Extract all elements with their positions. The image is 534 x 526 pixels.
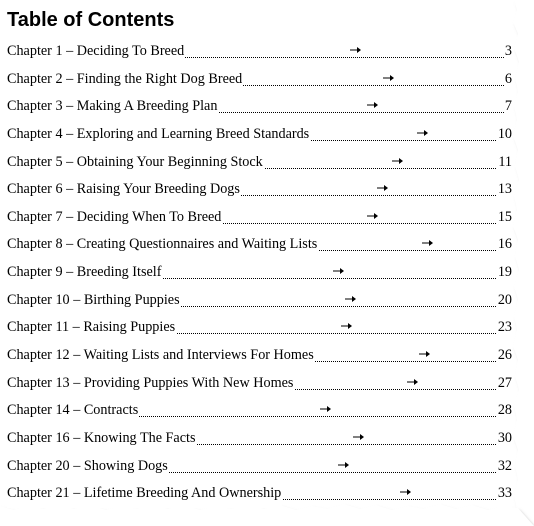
chapter-separator: – [62,264,77,281]
chapter-separator: – [62,181,77,198]
toc-entry[interactable] [7,93,512,121]
toc-entry[interactable] [7,121,512,149]
page-number: 15 [497,204,512,232]
toc-entry[interactable] [7,149,512,177]
chapter-separator: – [62,125,77,142]
tab-arrow-icon [350,45,362,55]
page-number: 6 [504,66,512,94]
chapter-number: Chapter 13 [7,374,70,391]
toc-entry[interactable] [7,259,512,287]
chapter-separator: – [62,98,77,115]
tab-arrow-icon [417,128,429,138]
tab-arrow-icon [367,211,379,221]
chapter-number: Chapter 8 [7,236,63,253]
page-number: 7 [504,93,512,121]
chapter-separator: – [69,319,84,336]
chapter-title: Knowing The Facts [83,429,196,446]
page-number: 16 [497,231,512,259]
chapter-separator: – [69,402,84,419]
tab-arrow-icon [338,460,350,470]
toc-entry-title [7,204,222,232]
chapter-title: Deciding When To Breed [76,208,222,225]
tab-arrow-icon [419,349,431,359]
toc-entry-title [7,149,264,177]
chapter-title: Creating Questionnaires and Waiting Lists [76,236,318,253]
page-number: 11 [497,149,512,177]
page-number: 19 [497,259,512,287]
toc-entry-title [7,453,169,481]
page-number: 33 [497,480,512,508]
chapter-number: Chapter 16 [7,429,70,446]
chapter-separator: – [62,43,77,59]
tab-arrow-icon [341,321,353,331]
chapter-title: Waiting Lists and Interviews For Homes [83,347,314,364]
toc-entry-title [7,66,243,94]
tab-arrow-icon [333,266,345,276]
chapter-title: Raising Your Breeding Dogs [76,181,240,198]
chapter-number: Chapter 9 [7,264,63,281]
page-number: 32 [497,453,512,481]
toc-entry-title [7,231,318,259]
chapter-title: Finding the Right Dog Breed [76,70,243,87]
tab-arrow-icon [400,487,412,497]
toc-entry-title [7,480,282,508]
chapter-separator: – [62,153,77,170]
toc-entry[interactable] [7,204,512,232]
chapter-number: Chapter 20 [7,457,70,474]
toc-entry[interactable] [7,38,512,66]
chapter-title: Deciding To Breed [76,43,185,59]
chapter-number: Chapter 12 [7,347,70,364]
chapter-separator: – [62,208,77,225]
chapter-number: Chapter 2 [7,70,63,87]
chapter-separator: – [62,70,77,87]
toc-entry-title [7,287,181,315]
toc-heading: Table of Contents [7,9,175,31]
chapter-title: Providing Puppies With New Homes [83,374,294,391]
page-number: 23 [497,314,512,342]
toc-entry-title [7,259,162,287]
tab-arrow-icon [383,73,395,83]
page-number: 13 [497,176,512,204]
chapter-number: Chapter 4 [7,125,63,142]
chapter-number: Chapter 10 [7,291,70,308]
chapter-title: Raising Puppies [83,319,176,336]
toc-entry-title [7,425,197,453]
chapter-title: Birthing Puppies [83,291,180,308]
page-number: 30 [497,425,512,453]
tab-arrow-icon [320,404,332,414]
chapter-title: Obtaining Your Beginning Stock [76,153,263,170]
page-number: 3 [504,38,512,66]
chapter-separator: – [69,291,84,308]
tab-arrow-icon [377,183,389,193]
page-number: 27 [497,370,512,398]
chapter-title: Making A Breeding Plan [76,98,218,115]
toc-entry[interactable] [7,342,512,370]
torn-edge-right [512,0,534,526]
chapter-separator: – [69,457,84,474]
chapter-number: Chapter 7 [7,208,63,225]
tab-arrow-icon [422,238,434,248]
toc-entry[interactable] [7,453,512,481]
tab-arrow-icon [353,432,365,442]
chapter-title: Showing Dogs [83,457,168,474]
chapter-number: Chapter 1 [7,43,63,59]
page-number: 28 [497,397,512,425]
toc-entry[interactable] [7,370,512,398]
tab-arrow-icon [367,100,379,110]
tab-arrow-icon [345,294,357,304]
tab-arrow-icon [407,377,419,387]
toc-entry-title [7,38,185,66]
toc-entry-title [7,314,176,342]
chapter-separator: – [62,236,77,253]
page-number: 10 [497,121,512,149]
toc-list [7,38,512,508]
toc-entry[interactable] [7,314,512,342]
toc-entry-title [7,121,310,149]
chapter-separator: – [69,374,84,391]
chapter-number: Chapter 21 [7,485,70,502]
tab-arrow-icon [392,156,404,166]
chapter-separator: – [69,347,84,364]
chapter-number: Chapter 5 [7,153,63,170]
chapter-title: Breeding Itself [76,264,162,281]
toc-entry-title [7,370,294,398]
chapter-number: Chapter 11 [7,319,70,336]
toc-entry-title [7,397,139,425]
toc-entry[interactable] [7,287,512,315]
chapter-title: Contracts [83,402,139,419]
page-number: 20 [497,287,512,315]
toc-entry[interactable] [7,397,512,425]
toc-entry-title [7,176,241,204]
page-number: 26 [497,342,512,370]
toc-entry[interactable] [7,176,512,204]
toc-entry-title [7,342,315,370]
toc-entry-title [7,93,218,121]
toc-entry[interactable] [7,66,512,94]
toc-entry[interactable] [7,425,512,453]
chapter-title: Lifetime Breeding And Ownership [83,485,282,502]
toc-entry[interactable] [7,231,512,259]
chapter-separator: – [69,485,84,502]
chapter-number: Chapter 6 [7,181,63,198]
chapter-number: Chapter 14 [7,402,70,419]
chapter-number: Chapter 3 [7,98,63,115]
chapter-separator: – [69,429,84,446]
chapter-title: Exploring and Learning Breed Standards [76,125,310,142]
